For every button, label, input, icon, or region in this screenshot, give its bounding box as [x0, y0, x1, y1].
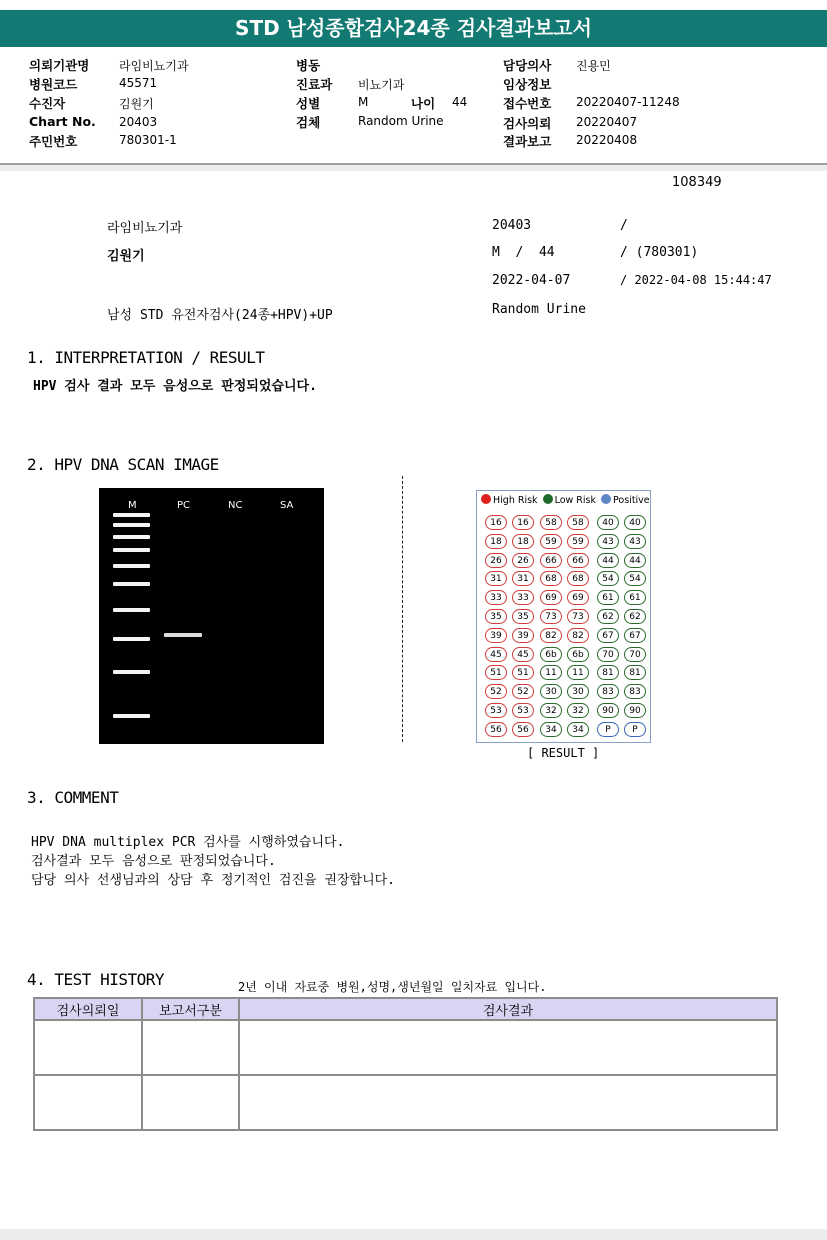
doc-number: 108349: [672, 175, 722, 190]
result-pill: 56: [512, 722, 534, 737]
high-risk-dot: [481, 494, 491, 504]
header-shadow: [0, 165, 827, 171]
header-label: 성별: [296, 96, 321, 111]
result-pill: 11: [540, 665, 562, 680]
lane-label-pc: PC: [177, 500, 191, 511]
header-label: 병동: [296, 58, 321, 73]
result-caption: [ RESULT ]: [527, 746, 600, 760]
result-pill: 16: [485, 515, 507, 530]
info-request-date: 2022-04-07: [492, 273, 571, 288]
header-label: 검체: [296, 115, 321, 130]
ladder-band: [113, 535, 150, 539]
history-cell: [239, 1075, 777, 1130]
history-header-result: 검사결과: [239, 998, 777, 1020]
result-pill: 35: [485, 609, 507, 624]
header-label: 수진자: [29, 96, 66, 111]
history-cell: [34, 1075, 142, 1130]
header-value: 비뇨기과: [358, 78, 405, 92]
header-value: 김원기: [119, 97, 154, 111]
ladder-band: [113, 608, 150, 612]
result-legend: [481, 494, 650, 506]
result-pill: 39: [512, 628, 534, 643]
result-pill: 43: [624, 534, 646, 549]
header-value: 라임비뇨기과: [119, 59, 189, 73]
section-1-title: 1. INTERPRETATION / RESULT: [27, 348, 265, 367]
ladder-band: [113, 670, 150, 674]
result-pill: 35: [512, 609, 534, 624]
header-label: 담당의사: [503, 58, 552, 73]
info-clinic: 라임비뇨기과: [107, 221, 183, 236]
info-specimen: Random Urine: [492, 302, 586, 317]
result-pill: 66: [540, 553, 562, 568]
result-pill: 59: [567, 534, 589, 549]
history-header-request-date: 검사의뢰일: [34, 998, 142, 1020]
result-pill: 51: [512, 665, 534, 680]
result-panel: [476, 490, 651, 743]
legend-low-risk: Low Risk: [554, 495, 596, 506]
ladder-band: [113, 564, 150, 568]
result-pill: 70: [624, 647, 646, 662]
result-pill: 53: [485, 703, 507, 718]
legend-positive: Positive: [613, 495, 650, 506]
result-pill: 11: [567, 665, 589, 680]
result-pill: 6b: [540, 647, 562, 662]
result-pill: 44: [597, 553, 619, 568]
result-pill: 52: [512, 684, 534, 699]
info-patient: 김원기: [107, 249, 145, 264]
lane-label-nc: NC: [228, 500, 243, 511]
result-pill: 56: [485, 722, 507, 737]
result-pill: 51: [485, 665, 507, 680]
result-pill: 68: [567, 571, 589, 586]
header-label: 검사의뢰: [503, 116, 552, 131]
page-footer-bar: [0, 1229, 827, 1240]
result-pill: 73: [540, 609, 562, 624]
ladder-band: [113, 523, 150, 527]
header-value: 진용민: [576, 59, 611, 73]
result-pill: 81: [597, 665, 619, 680]
section-3-title: 3. COMMENT: [27, 788, 119, 807]
result-pill: 67: [597, 628, 619, 643]
history-header-report-type: 보고서구분: [142, 998, 239, 1020]
result-pill: 68: [540, 571, 562, 586]
result-pill: 59: [540, 534, 562, 549]
section-4-title: 4. TEST HISTORY: [27, 970, 164, 989]
info-id: / (780301): [620, 245, 699, 260]
ladder-band: [113, 714, 150, 718]
history-cell: [239, 1020, 777, 1075]
header-value: 20403: [119, 115, 158, 129]
result-pill: 26: [512, 553, 534, 568]
header-value: 780301-1: [119, 133, 177, 147]
comment-line-2: 검사결과 모두 음성으로 판정되었습니다.: [31, 854, 276, 869]
result-pill: 62: [624, 609, 646, 624]
result-pill: 32: [567, 703, 589, 718]
info-report-datetime: / 2022-04-08 15:44:47: [620, 273, 772, 287]
header-label: Chart No.: [29, 114, 96, 129]
header-value: 20220407: [576, 115, 638, 129]
result-pill: 58: [567, 515, 589, 530]
age-label: 나이: [411, 96, 436, 111]
report-title: STD 남성종합검사24종 검사결과보고서: [0, 10, 827, 47]
result-pill: 18: [485, 534, 507, 549]
result-pill: 39: [485, 628, 507, 643]
header-value: 20220408: [576, 133, 638, 147]
ladder-band: [113, 637, 150, 641]
result-pill: 83: [624, 684, 646, 699]
lane-label-m: M: [128, 500, 137, 511]
result-pill: 70: [597, 647, 619, 662]
header-value: 45571: [119, 76, 158, 90]
header-block: [0, 52, 827, 162]
result-pill: 83: [597, 684, 619, 699]
result-pill: 53: [512, 703, 534, 718]
section-4-note: 2년 이내 자료중 병원,성명,생년월일 일치자료 입니다.: [238, 980, 547, 994]
result-pill: P: [597, 722, 619, 737]
result-pill: 90: [597, 703, 619, 718]
ladder-band: [113, 513, 150, 517]
history-header-row: [34, 998, 777, 1020]
result-pill: 82: [567, 628, 589, 643]
info-sex-age: M / 44: [492, 245, 555, 260]
result-pill: 16: [512, 515, 534, 530]
result-pill: 34: [567, 722, 589, 737]
result-pill: 18: [512, 534, 534, 549]
comment-line-1: HPV DNA multiplex PCR 검사를 시행하였습니다.: [31, 835, 345, 850]
header-value: Random Urine: [358, 114, 444, 128]
history-cell: [142, 1020, 239, 1075]
header-label: 임상정보: [503, 77, 552, 92]
header-value: M: [358, 95, 369, 109]
history-table: [33, 997, 778, 1131]
result-pill: 90: [624, 703, 646, 718]
result-pill: 73: [567, 609, 589, 624]
header-label: 접수번호: [503, 96, 552, 111]
result-pill: 32: [540, 703, 562, 718]
info-slash: /: [620, 218, 628, 233]
ladder-band: [113, 548, 150, 552]
positive-dot: [601, 494, 611, 504]
result-pill: 26: [485, 553, 507, 568]
result-pill: 33: [512, 590, 534, 605]
table-row: [34, 1075, 777, 1130]
image-divider: [402, 476, 403, 742]
table-row: [34, 1020, 777, 1075]
info-test-name: 남성 STD 유전자검사(24종+HPV)+UP: [107, 308, 333, 323]
result-pill: 66: [567, 553, 589, 568]
age-value: 44: [452, 95, 468, 109]
result-pill: 61: [597, 590, 619, 605]
result-pill: 43: [597, 534, 619, 549]
result-pill: 61: [624, 590, 646, 605]
info-chart-no: 20403: [492, 218, 532, 233]
result-pill: 81: [624, 665, 646, 680]
header-label: 주민번호: [29, 134, 78, 149]
result-pill: 67: [624, 628, 646, 643]
result-pill: 31: [512, 571, 534, 586]
result-pill: 45: [512, 647, 534, 662]
result-pill: P: [624, 722, 646, 737]
result-pill: 45: [485, 647, 507, 662]
result-pill: 30: [567, 684, 589, 699]
result-pill: 82: [540, 628, 562, 643]
header-label: 진료과: [296, 77, 333, 92]
result-pill: 54: [597, 571, 619, 586]
result-pill: 44: [624, 553, 646, 568]
header-label: 의뢰기관명: [29, 58, 90, 73]
result-pill: 30: [540, 684, 562, 699]
ladder-band: [113, 582, 150, 586]
result-pill: 58: [540, 515, 562, 530]
gel-image: [102, 491, 321, 741]
comment-line-3: 담당 의사 선생님과의 상담 후 정기적인 검진을 권장합니다.: [31, 873, 396, 888]
result-pill: 54: [624, 571, 646, 586]
history-cell: [34, 1020, 142, 1075]
low-risk-dot: [543, 494, 553, 504]
result-pill: 62: [597, 609, 619, 624]
header-label: 결과보고: [503, 134, 552, 149]
history-cell: [142, 1075, 239, 1130]
result-pill: 31: [485, 571, 507, 586]
header-value: 20220407-11248: [576, 95, 680, 109]
result-pill: 6b: [567, 647, 589, 662]
pc-band: [164, 633, 202, 637]
result-pill: 40: [624, 515, 646, 530]
section-1-text: HPV 검사 결과 모두 음성으로 판정되었습니다.: [33, 379, 317, 394]
header-label: 병원코드: [29, 77, 78, 92]
lane-label-sa: SA: [280, 500, 294, 511]
result-pill: 69: [540, 590, 562, 605]
result-pill: 69: [567, 590, 589, 605]
result-pill: 40: [597, 515, 619, 530]
result-pill: 33: [485, 590, 507, 605]
legend-high-risk: High Risk: [493, 495, 538, 506]
section-2-title: 2. HPV DNA SCAN IMAGE: [27, 455, 219, 474]
result-pill: 34: [540, 722, 562, 737]
result-pill: 52: [485, 684, 507, 699]
